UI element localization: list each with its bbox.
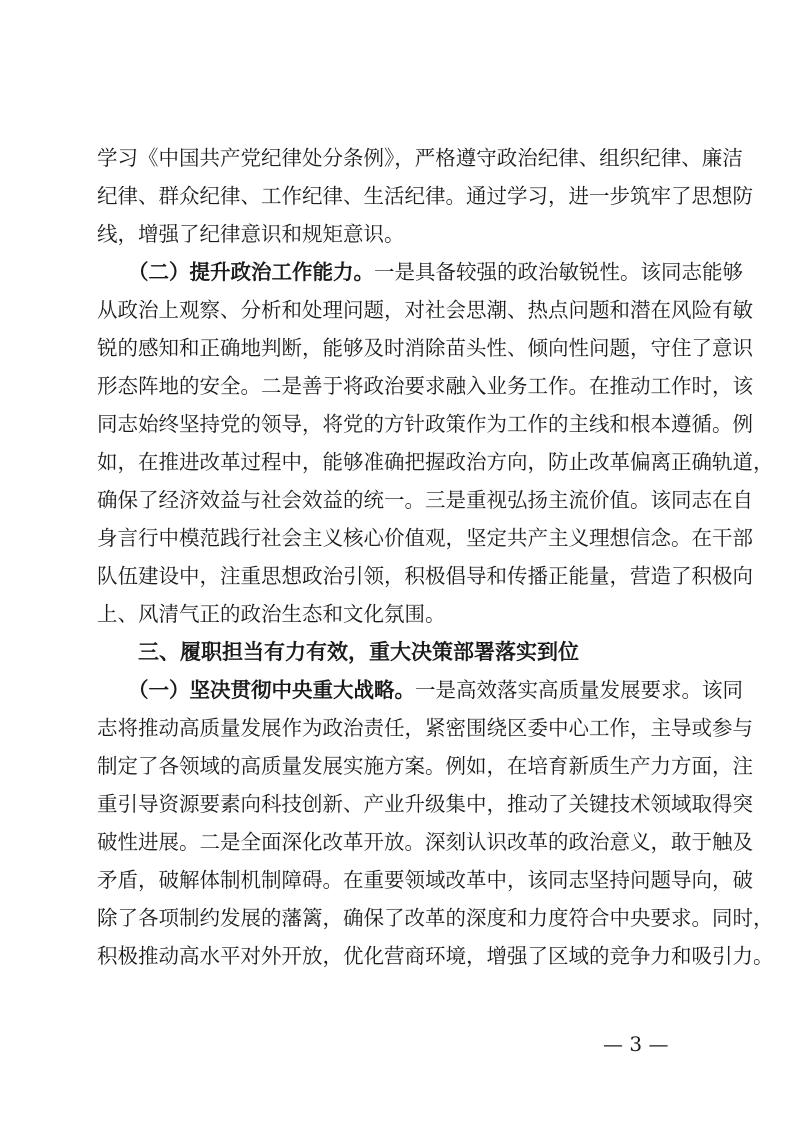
body-line: 如，在推进改革过程中，能够准确把握政治方向，防止改革偏离正确轨道， — [97, 450, 774, 474]
body-line: 学习《中国共产党纪律处分条例》，严格遵守政治纪律、组织纪律、廉洁 — [97, 146, 743, 170]
subsection-title: （二）提升政治工作能力。 — [128, 260, 374, 284]
body-line: 锐的感知和正确地判断，能够及时消除苗头性、倾向性问题，守住了意识 — [97, 336, 753, 360]
body-text: 一是具备较强的政治敏锐性。该同志能够 — [374, 260, 743, 284]
body-line: 纪律、群众纪律、工作纪律、生活纪律。通过学习，进一步筑牢了思想防 — [97, 184, 753, 208]
body-line: 矛盾，破解体制机制障碍。在重要领域改革中，该同志坚持问题导向，破 — [97, 868, 753, 892]
body-line: 同志始终坚持党的领导，将党的方针政策作为工作的主线和根本遵循。例 — [97, 412, 753, 436]
body-line: 队伍建设中，注重思想政治引领，积极倡导和传播正能量，营造了积极向 — [97, 564, 753, 588]
body-line: 身言行中模范践行社会主义核心价值观，坚定共产主义理想信念。在干部 — [97, 526, 753, 550]
body-line: 形态阵地的安全。二是善于将政治要求融入业务工作。在推动工作时，该 — [97, 374, 753, 398]
subsection-line — [128, 258, 743, 286]
body-line: 制定了各领域的高质量发展实施方案。例如，在培育新质生产力方面，注 — [97, 754, 753, 778]
subsection-title: （一）坚决贯彻中央重大战略。 — [128, 678, 415, 702]
body-line: 从政治上观察、分析和处理问题，对社会思潮、热点问题和潜在风险有敏 — [97, 298, 753, 322]
body-line: 破性进展。二是全面深化改革开放。深刻认识改革的政治意义，敢于触及 — [97, 830, 753, 854]
page-number: — 3 — — [603, 1032, 669, 1056]
body-line: 重引导资源要素向科技创新、产业升级集中，推动了关键技术领域取得突 — [97, 792, 753, 816]
body-line: 积极推动高水平对外开放，优化营商环境，增强了区域的竞争力和吸引力。 — [97, 944, 774, 968]
body-line: 除了各项制约发展的藩篱，确保了改革的深度和力度符合中央要求。同时， — [97, 906, 774, 930]
body-line: 线，增强了纪律意识和规矩意识。 — [97, 222, 405, 246]
section-heading: 三、履职担当有力有效，重大决策部署落实到位 — [138, 640, 579, 664]
body-line: 志将推动高质量发展作为政治责任，紧密围绕区委中心工作，主导或参与 — [97, 716, 753, 740]
body-text: 一是高效落实高质量发展要求。该同 — [415, 678, 743, 702]
body-line: 上、风清气正的政治生态和文化氛围。 — [97, 602, 446, 626]
body-line: 确保了经济效益与社会效益的统一。三是重视弘扬主流价值。该同志在自 — [97, 488, 753, 512]
subsection-line — [128, 676, 743, 704]
